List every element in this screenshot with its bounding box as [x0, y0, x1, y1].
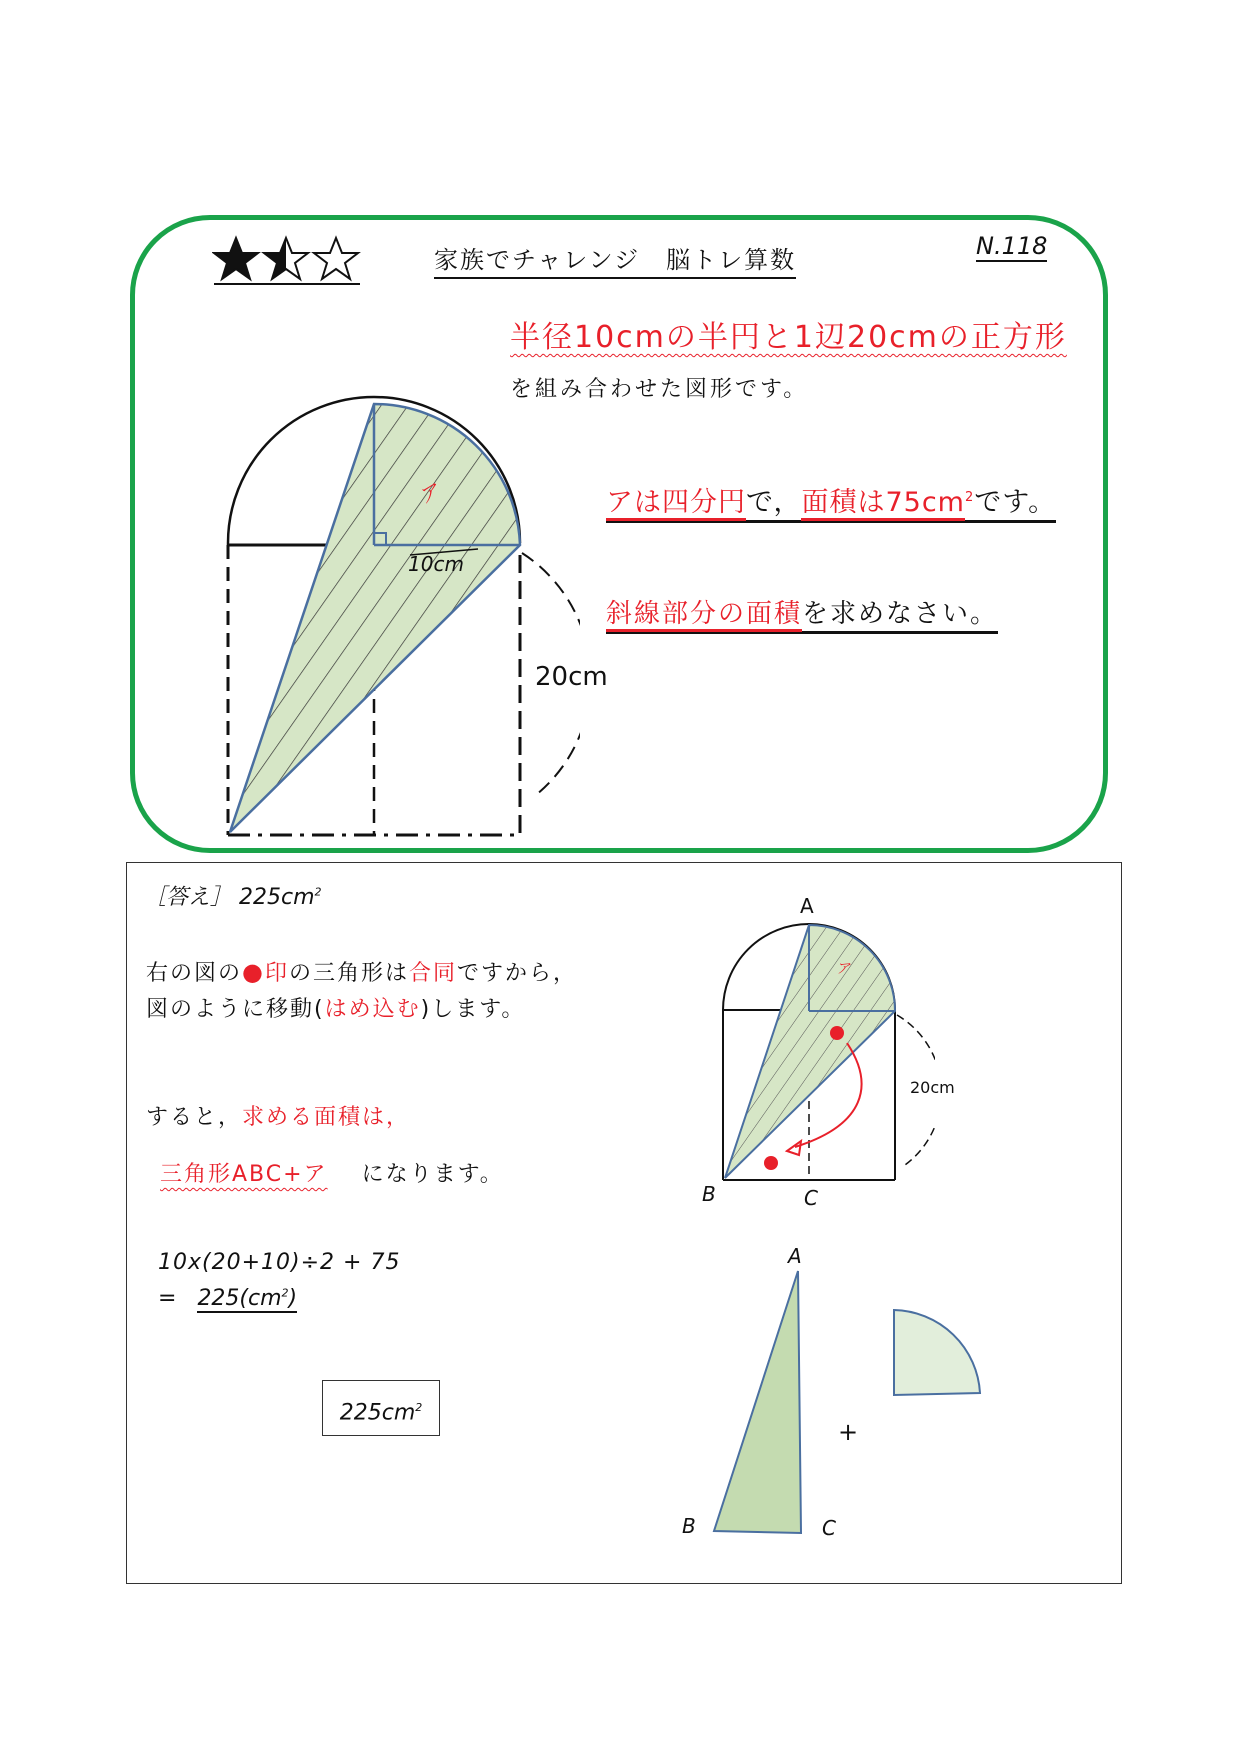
difficulty-stars: [212, 234, 362, 286]
question-black-phrase: を求めなさい。: [802, 599, 999, 629]
area-phrase: 面積は75cm: [801, 487, 965, 521]
superscript: 2: [964, 490, 975, 505]
text: すると，: [146, 1105, 243, 1130]
explanation-line1: [146, 956, 577, 987]
label-10cm: 10cm: [408, 552, 464, 576]
triangle-abc-plus-a: 三角形ABC+ア: [160, 1162, 328, 1187]
problem-number: N.118: [976, 232, 1048, 260]
answer-figure-moved: [715, 915, 935, 1195]
fig2-label-b: B: [682, 1514, 696, 1538]
mark-text: 印: [264, 961, 289, 986]
text: )します。: [420, 997, 526, 1022]
text: 右の図の: [146, 961, 243, 986]
fig2-label-a: A: [788, 1244, 802, 1268]
fit-in-text: はめ込む: [324, 997, 421, 1022]
problem-statement-line3: [606, 480, 1056, 523]
red-dot-icon: ●: [242, 958, 265, 986]
text: の三角形は: [288, 961, 409, 986]
answer-label: [144, 880, 322, 911]
explanation-line4: [160, 1157, 504, 1188]
fig1-label-kana-a: ア: [836, 961, 850, 977]
problem-statement-line2: を組み合わせた図形です。: [510, 377, 809, 402]
question-red-phrase: 斜線部分の面積: [606, 599, 802, 632]
superscript: 2: [281, 1286, 289, 1300]
fig1-label-c: C: [804, 1186, 818, 1210]
superscript: 2: [415, 1401, 423, 1414]
problem-figure: [200, 395, 580, 845]
star-half-icon: [264, 238, 308, 279]
result-value: 225(cm: [197, 1286, 282, 1311]
paren: ): [288, 1286, 298, 1311]
label-20cm: 20cm: [535, 662, 608, 692]
answer-label-text: ［答え］ 225cm: [144, 885, 315, 910]
text: 図のように移動(: [146, 997, 325, 1022]
desu-text: です。: [974, 487, 1057, 518]
plus-sign: +: [838, 1418, 859, 1446]
text: ですから，: [457, 961, 578, 986]
congruent-text: 合同: [409, 961, 458, 986]
final-answer: 225cm: [339, 1400, 416, 1426]
calculation-line1: 10x(20+10)÷2 + 75: [158, 1250, 401, 1275]
quarter-circle-phrase: アは四分円: [606, 487, 746, 521]
fig2-label-c: C: [822, 1516, 836, 1540]
final-answer-box: [322, 1380, 440, 1436]
problem-statement-line1: 半径10cmの半円と1辺20cmの正方形: [510, 320, 1067, 355]
comma-text: で，: [746, 487, 802, 518]
calculation-line2: [158, 1286, 297, 1311]
label-a: ア: [414, 478, 443, 509]
explanation-line2: [146, 992, 525, 1023]
star-filled-icon: [214, 238, 258, 279]
equals: =: [158, 1286, 177, 1311]
explanation-line3: [146, 1100, 410, 1131]
star-empty-icon: [314, 238, 358, 279]
page-title: 家族でチャレンジ 脳トレ算数: [434, 240, 796, 279]
answer-figure-decomposed: [700, 1255, 1000, 1555]
area-text: 求める面積は，: [242, 1105, 411, 1130]
text: になります。: [361, 1162, 504, 1187]
fig1-label-20cm: 20cm: [910, 1078, 955, 1097]
problem-question: [606, 593, 998, 634]
fig1-label-b: B: [702, 1182, 716, 1206]
superscript: 2: [314, 885, 322, 899]
fig1-label-a: A: [800, 894, 814, 918]
